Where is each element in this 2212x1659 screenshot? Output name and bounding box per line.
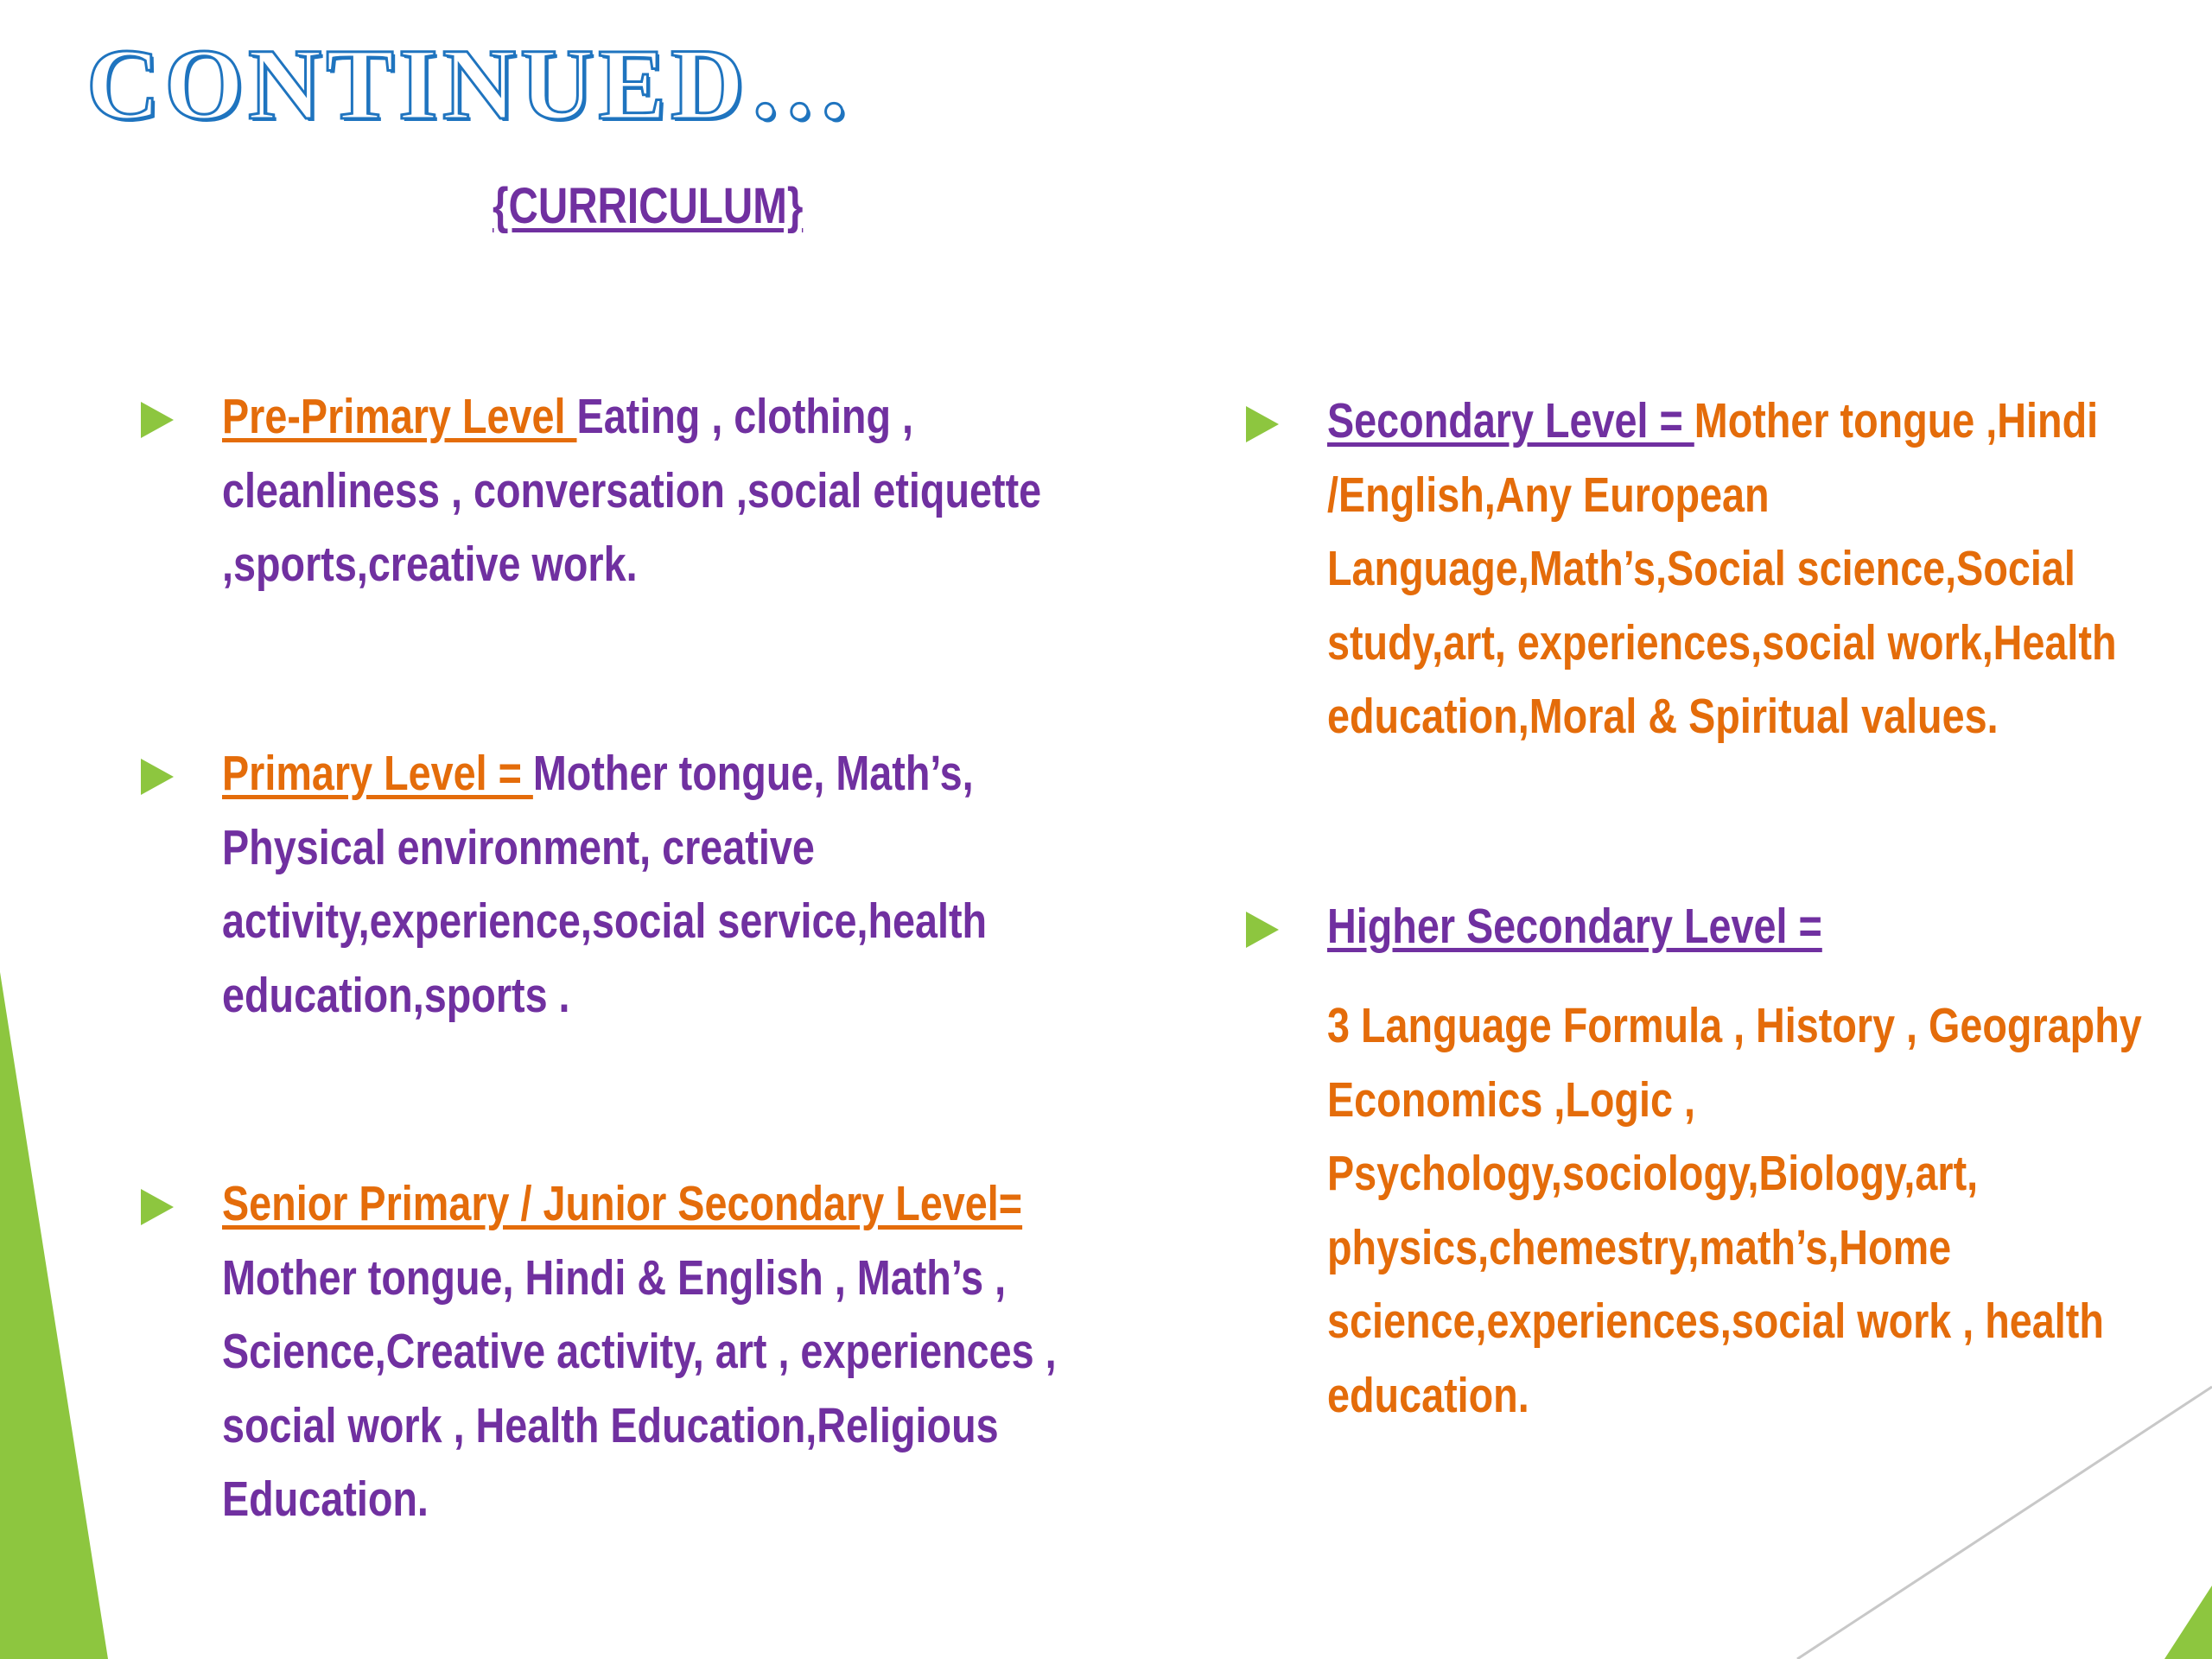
bullet-line: education,sports . [222,967,570,1023]
bullet-primary-text [222,737,987,1033]
bullet-higher-secondary [1246,890,1931,964]
bullet-secondary [1246,385,2212,754]
bullet-heading: Pre-Primary Level [222,389,577,444]
text-line [1327,385,2117,459]
bullet-line: Psychology,sociology,Biology,art, [1327,1146,1979,1201]
bullet-pre-primary-text [222,380,1041,602]
bullet-pre-primary [141,380,1221,602]
bullet-line: 3 Language Formula , History , Geography [1327,998,2142,1053]
bullet-line: Mother tongue, Hindi & English , Math’s , [222,1249,1007,1306]
bullet-heading: Primary Level = [222,746,533,801]
bullet-line: activity,experience,social service,health [222,893,988,949]
bullet-heading: Senior Primary / Junior Secondary Level= [222,1176,1023,1231]
slide-subtitle: {CURRICULUM} [493,178,804,234]
bullet-senior-primary [141,1167,1240,1537]
bullet-heading: Higher Secondary Level = [1327,899,1822,954]
text-line [222,737,987,811]
bullet-line: education,Moral & Spiritual values. [1327,689,1999,744]
bullet-line: social work , Health Education,Religious [222,1397,999,1453]
bullet-line: Economics ,Logic , [1327,1071,1695,1128]
bullet-line: Physical environment, creative [222,819,815,875]
bullet-line: study,art, experiences,social work,Health [1327,614,2117,671]
text-line [222,380,1041,454]
bullet-line: Science,Creative activity, art , experiences , [222,1324,1057,1379]
bullet-arrow-icon [141,1189,174,1225]
higher-secondary-text [1327,989,2142,1433]
bullet-arrow-icon [1246,406,1279,442]
bullet-line: cleanliness , conversation ,social etiquette [222,462,1042,518]
corner-green-triangle [2164,1586,2212,1659]
bullet-line: science,experiences,social work , health [1327,1294,2104,1349]
bullet-senior-primary-text [222,1167,1057,1537]
bullet-line: Eating , clothing , [576,389,913,444]
bullet-line: Mother tongue, Math’s, [532,746,974,801]
bullet-arrow-icon [141,759,174,795]
slide-title: CONTINUED… [86,28,855,141]
bullet-line: ,sports,creative work. [222,537,638,592]
left-green-triangle [0,972,108,1659]
bullet-secondary-text [1327,385,2117,754]
bullet-higher-secondary-text [1327,890,1822,964]
bullet-line: Education. [222,1471,429,1527]
bullet-line: education. [1327,1367,1529,1423]
bullet-primary [141,737,1154,1033]
bullet-heading: Secondary Level = [1327,393,1694,448]
bullet-line: physics,chemestry,math’s,Home [1327,1219,1952,1275]
bullet-arrow-icon [1246,912,1279,948]
bullet-line: /English,Any European [1327,467,1770,523]
bullet-line: Mother tongue ,Hindi [1694,393,2099,448]
higher-secondary-body [1327,989,2212,1433]
bullet-arrow-icon [141,402,174,438]
bullet-line: Language,Math’s,Social science,Social [1327,541,2075,596]
